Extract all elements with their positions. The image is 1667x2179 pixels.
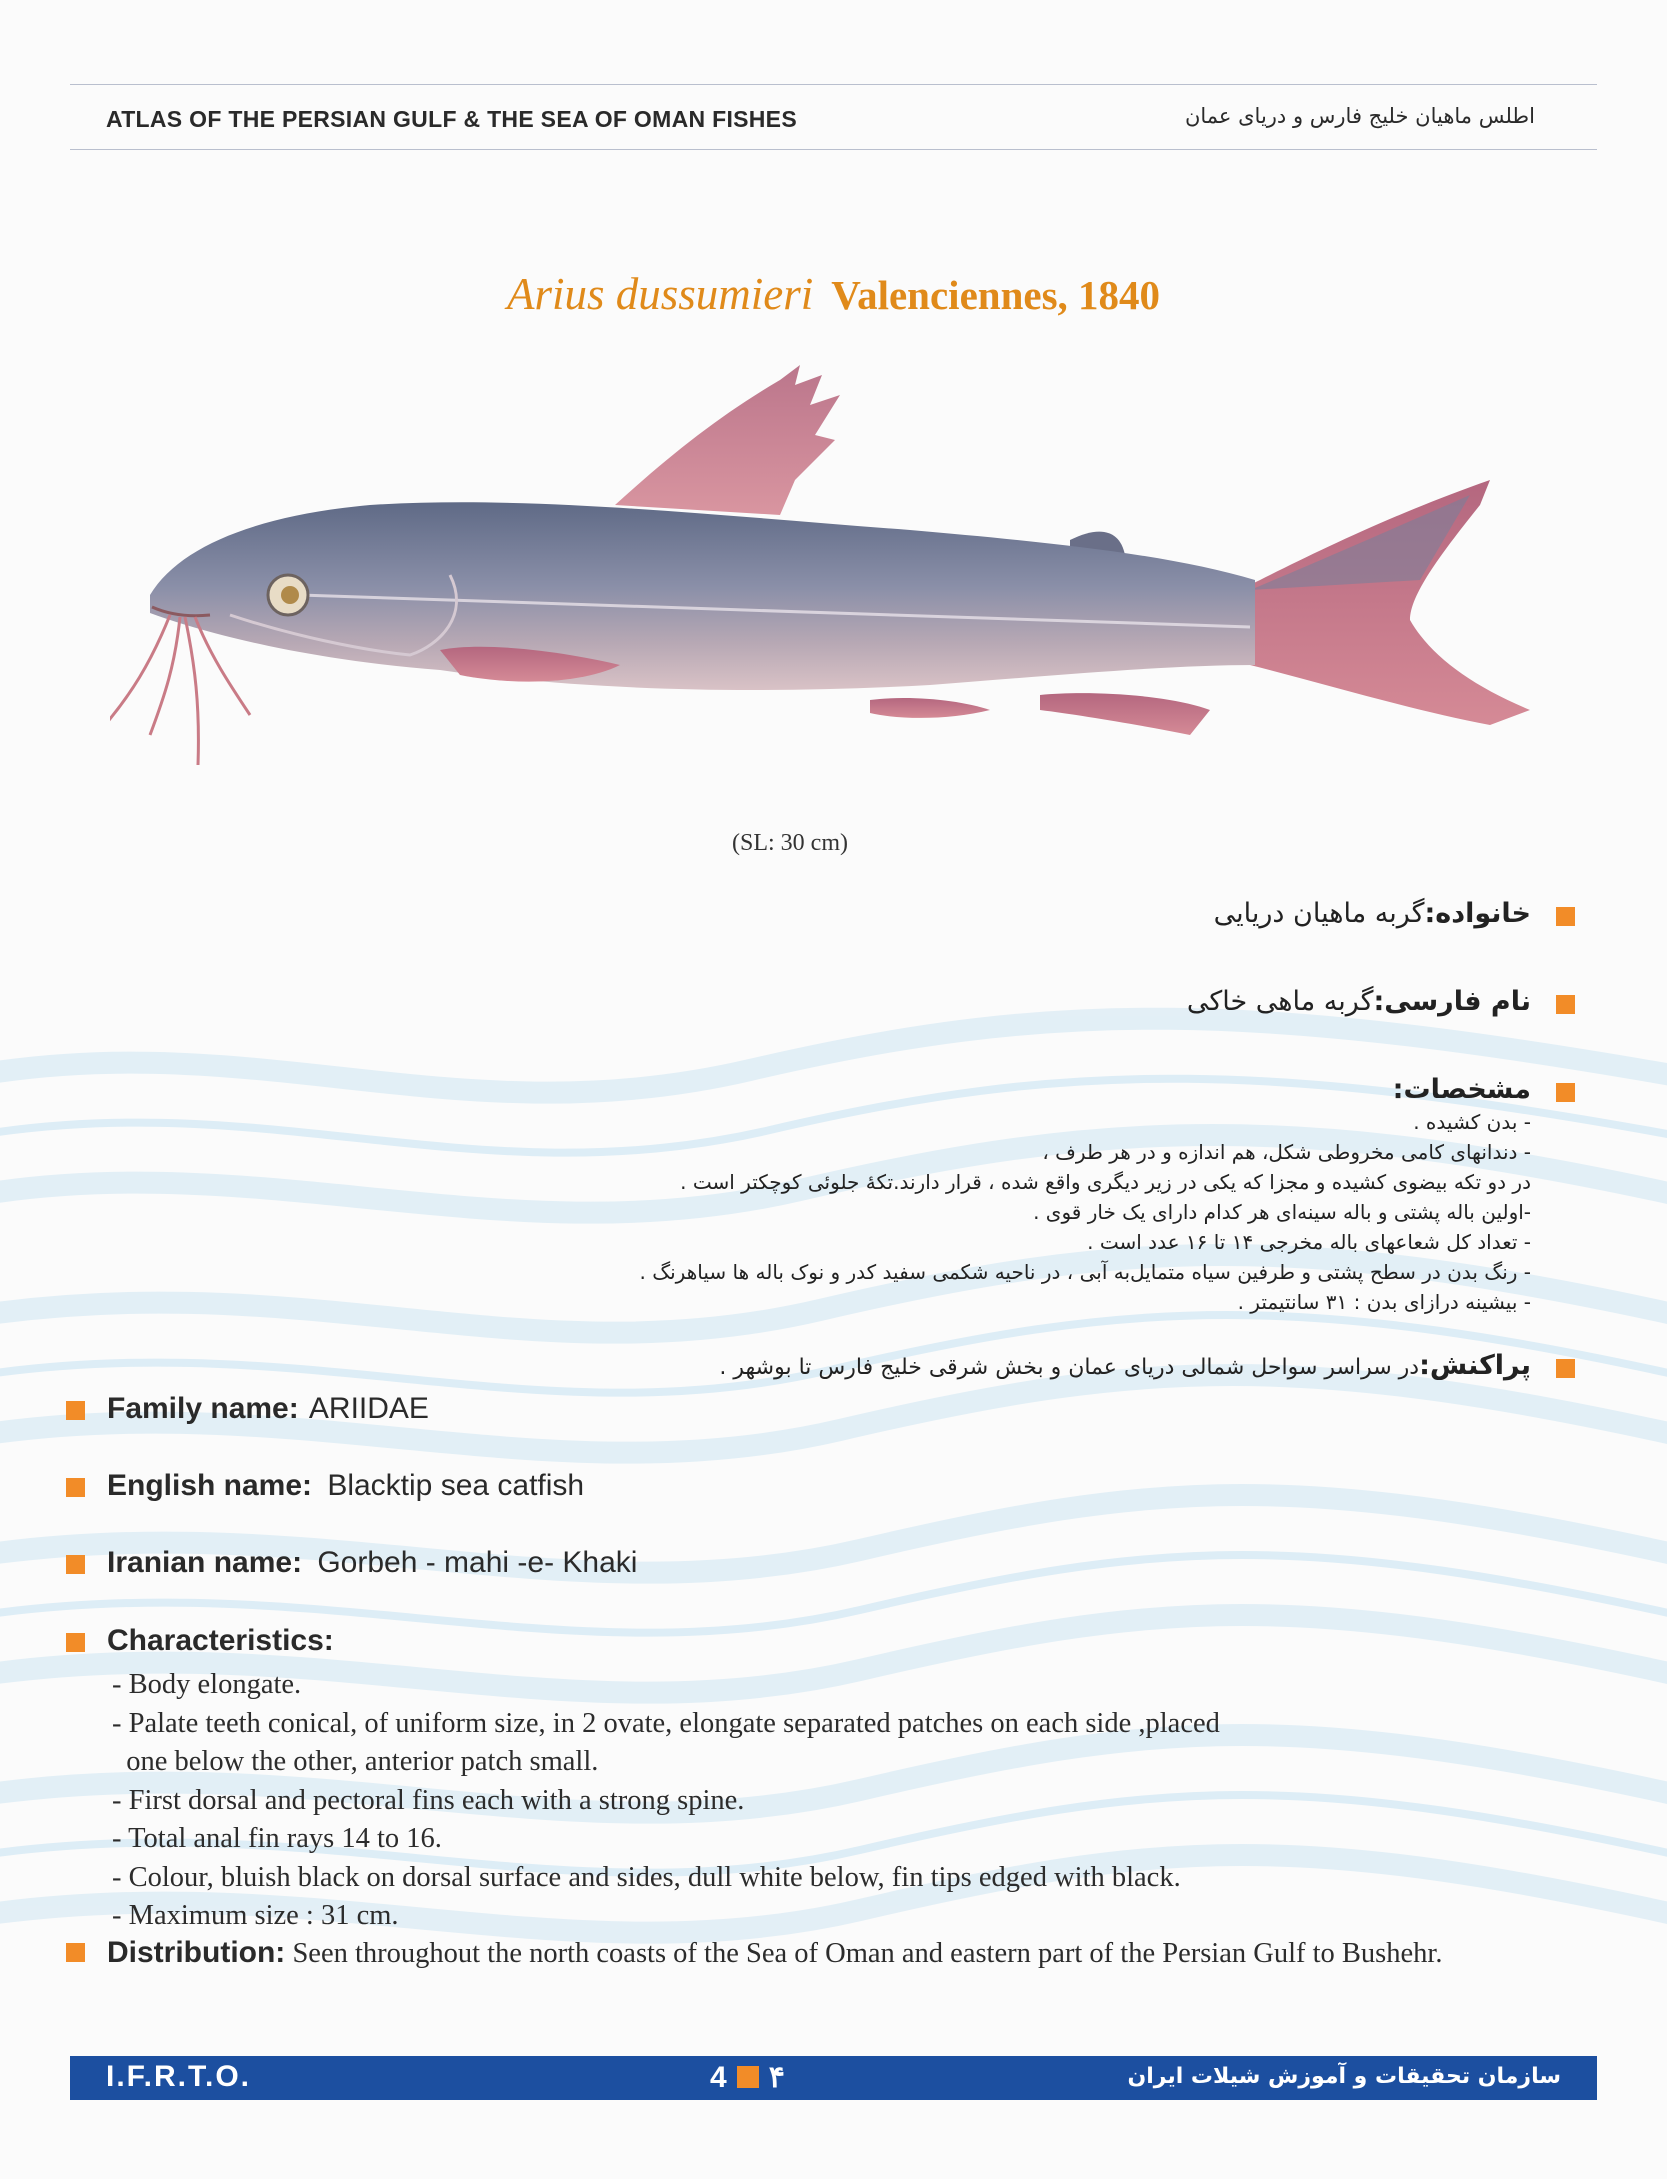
persian-distribution	[531, 1350, 1531, 1381]
persian-char-lines	[531, 1107, 1531, 1317]
english-name-label: English name:	[107, 1469, 313, 1502]
header-title-english: ATLAS OF THE PERSIAN GULF & THE SEA OF OMAN FISHES	[106, 106, 797, 132]
species-authority: Valenciennes, 1840	[831, 272, 1161, 318]
footer-bar	[70, 2056, 1597, 2100]
bullet-square-icon	[1556, 907, 1575, 926]
figure-caption: (SL: 30 cm)	[732, 830, 848, 856]
characteristic-line: one below the other, anterior patch small.	[112, 1746, 599, 1777]
header-bottom-rule	[70, 149, 1597, 150]
characteristics-list	[112, 1666, 1442, 1936]
persian-char-line: در دو تکه بیضوی کشیده و مجزا که یکی در زیر دیگری واقع شده ، قرار دارند.تکهٔ جلوئی کوچکتر است .	[680, 1170, 1531, 1194]
english-name-value: Blacktip sea catfish	[327, 1469, 585, 1502]
species-title	[0, 268, 1667, 320]
bullet-square-icon	[66, 1555, 85, 1574]
characteristic-line: - Total anal fin rays 14 to 16.	[112, 1823, 442, 1854]
fish-illustration	[110, 365, 1560, 815]
bullet-square-icon	[66, 1633, 85, 1652]
bullet-square-icon	[737, 2066, 759, 2088]
persian-dist-label: پراکنش:	[1419, 1350, 1531, 1381]
persian-characteristics	[531, 1074, 1531, 1317]
distribution-value: Seen throughout the north coasts of the Sea of Oman and eastern part of the Persian Gulf to Bushehr.	[285, 1938, 1443, 1969]
persian-char-line: - بدن کشیده .	[1413, 1110, 1531, 1134]
bullet-square-icon	[66, 1943, 85, 1962]
page-number-en: 4	[710, 2061, 727, 2094]
page-number	[710, 2060, 785, 2095]
bullet-square-icon	[1556, 1083, 1575, 1102]
english-characteristics-heading	[66, 1624, 334, 1658]
header-title-persian: اطلس ماهیان خلیج فارس و دریای عمان	[1184, 104, 1535, 128]
iranian-name-label: Iranian name:	[107, 1546, 303, 1579]
persian-char-line: - دندانهای کامی مخروطی شکل، هم اندازه و در هر طرف ،	[1042, 1140, 1531, 1164]
header-top-rule	[70, 84, 1597, 85]
persian-char-line: - بیشینه درازای بدن : ۳۱ سانتیمتر .	[1237, 1290, 1531, 1314]
characteristic-line: - Maximum size : 31 cm.	[112, 1900, 399, 1931]
persian-char-line: - تعداد کل شعاعهای باله مخرجی ۱۴ تا ۱۶ عدد است .	[1087, 1230, 1531, 1254]
persian-name-label: نام فارسی:	[1373, 986, 1531, 1017]
persian-family-value: گربه ماهیان دریایی	[1213, 898, 1425, 929]
persian-name	[1187, 986, 1531, 1017]
scientific-name: Arius dussumieri	[506, 269, 814, 319]
family-name-value: ARIIDAE	[308, 1392, 429, 1425]
bullet-square-icon	[66, 1401, 85, 1420]
persian-name-value: گربه ماهی خاکی	[1186, 986, 1374, 1017]
bullet-square-icon	[1556, 995, 1575, 1014]
persian-char-line: - رنگ بدن در سطح پشتی و طرفین سیاه متمایل‌به آبی ، در ناحیه شکمی سفید کدر و نوک باله ها سیاهرنگ .	[639, 1260, 1531, 1284]
english-family	[66, 1392, 429, 1426]
bullet-square-icon	[66, 1478, 85, 1497]
persian-dist-value: در سراسر سواحل شمالی دریای عمان و بخش شرقی خلیج فارس تا بوشهر .	[719, 1355, 1420, 1380]
page-number-fa: ۴	[768, 2061, 785, 2094]
footer-publisher-abbr: I.F.R.T.O.	[106, 2060, 252, 2093]
characteristic-line: - First dorsal and pectoral fins each with a strong spine.	[112, 1784, 745, 1816]
persian-char-line: -اولین باله پشتی و باله سینه‌ای هر کدام دارای یک خار قوی .	[1033, 1200, 1531, 1224]
english-distribution	[66, 1934, 1466, 1974]
english-common	[66, 1469, 584, 1503]
distribution-label: Distribution:	[107, 1936, 286, 1969]
characteristic-line: - Palate teeth conical, of uniform size, in 2 ovate, elongate separated patches on each side ,placed	[112, 1707, 1220, 1739]
persian-char-label: مشخصات:	[1392, 1074, 1531, 1105]
persian-family-label: خانواده:	[1424, 898, 1531, 929]
characteristics-label: Characteristics:	[107, 1624, 334, 1657]
iranian-name-value: Gorbeh - mahi -e- Khaki	[317, 1546, 638, 1579]
family-name-label: Family name:	[107, 1392, 299, 1425]
bullet-square-icon	[1556, 1359, 1575, 1378]
characteristic-line: - Body elongate.	[112, 1669, 302, 1700]
persian-family	[1214, 898, 1531, 929]
english-iranian	[66, 1546, 637, 1580]
footer-publisher-persian: سازمان تحقیقات و آموزش شیلات ایران	[1127, 2064, 1561, 2089]
characteristic-line: - Colour, bluish black on dorsal surface and sides, dull white below, fin tips edged with black.	[112, 1861, 1181, 1893]
